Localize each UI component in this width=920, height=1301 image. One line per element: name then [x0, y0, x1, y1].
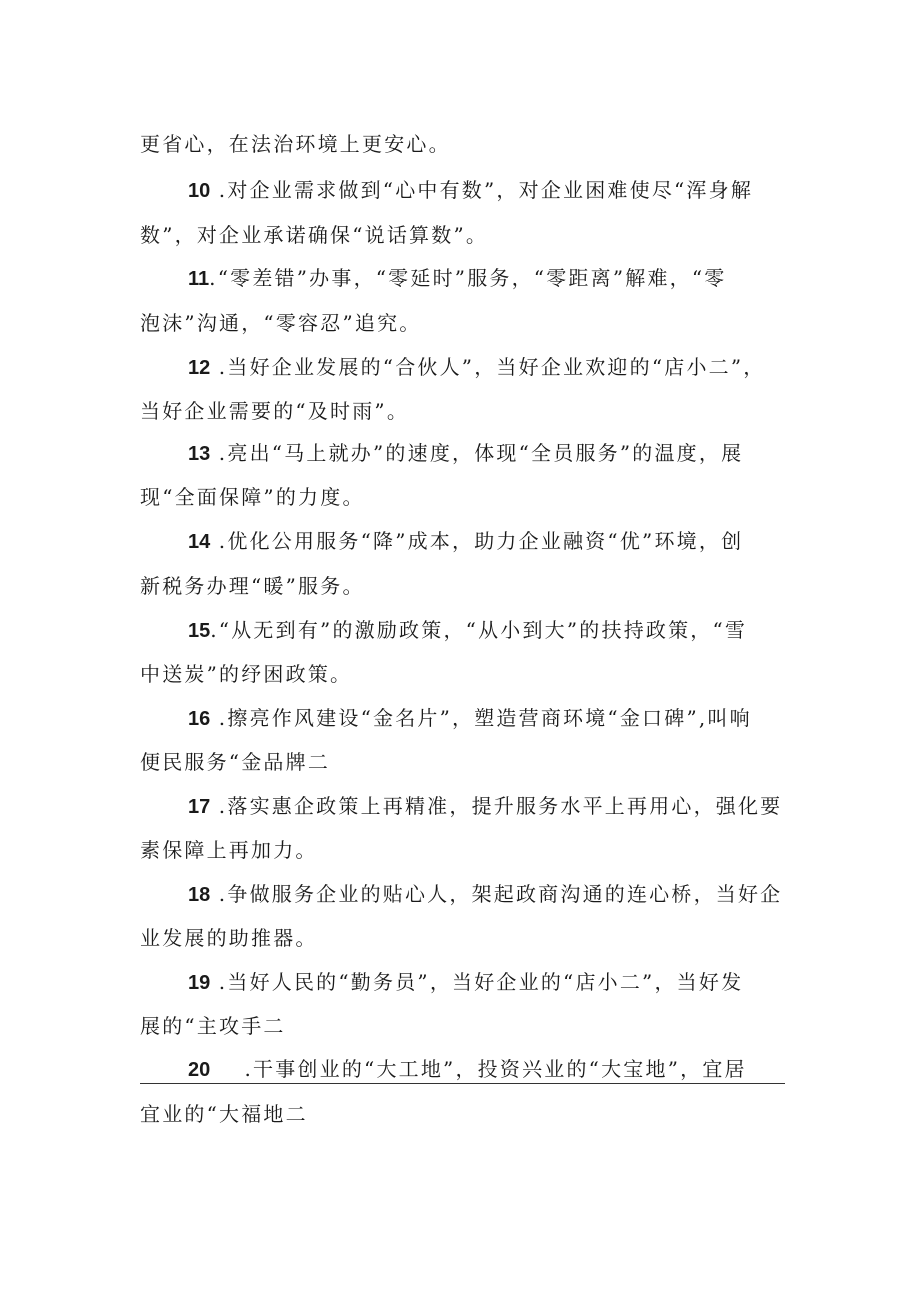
- item-11-line-1: 11.“零差错”办事，“零延时”服务，“零距离”解难，“零: [188, 266, 727, 290]
- item-19-line-1: 19 .当好人民的“勤务员”，当好企业的“店小二”，当好发: [188, 970, 744, 994]
- item-number: 13: [188, 443, 211, 465]
- item-11-line-2: 泡沫”沟通，“零容忍”追究。: [140, 311, 422, 335]
- paragraph-9-continuation: 更省心，在法治环境上更安心。: [140, 132, 451, 156]
- horizontal-rule: [140, 1083, 785, 1084]
- item-13-line-2: 现“全面保障”的力度。: [140, 485, 365, 509]
- item-number: 11: [188, 268, 210, 290]
- item-12-line-2: 当好企业需要的“及时雨”。: [140, 399, 410, 423]
- item-17-line-1: 17 .落实惠企政策上再精准，提升服务水平上再用心，强化要: [188, 794, 783, 818]
- item-10-line-1: 10 .对企业需求做到“心中有数”，对企业困难使尽“浑身解: [188, 178, 754, 202]
- item-16-line-1: 16 .擦亮作风建设“金名片”，塑造营商环境“金口碑”,叫响: [188, 706, 752, 730]
- item-13-line-1: 13 .亮出“马上就办”的速度，体现“全员服务”的温度，展: [188, 441, 744, 465]
- item-number: 18: [188, 884, 211, 906]
- item-number: 12: [188, 357, 211, 379]
- item-15-line-1: 15.“从无到有”的激励政策，“从小到大”的扶持政策，“雪: [188, 618, 748, 642]
- item-number: 14: [188, 531, 211, 553]
- item-20-line-2: 宜业的“大福地二: [140, 1102, 308, 1126]
- item-20-line-1: 20 .干事创业的“大工地”，投资兴业的“大宝地”，宜居: [188, 1057, 747, 1081]
- item-14-line-1: 14 .优化公用服务“降”成本，助力企业融资“优”环境，创: [188, 529, 744, 553]
- item-18-line-2: 业发展的助推器。: [140, 926, 318, 950]
- item-16-line-2: 便民服务“金品牌二: [140, 750, 331, 774]
- item-number: 20: [188, 1059, 211, 1081]
- item-number: 15: [188, 620, 211, 642]
- item-18-line-1: 18 .争做服务企业的贴心人，架起政商沟通的连心桥，当好企: [188, 882, 783, 906]
- item-number: 17: [188, 796, 211, 818]
- item-number: 19: [188, 972, 211, 994]
- item-14-line-2: 新税务办理“暖”服务。: [140, 574, 365, 598]
- item-15-line-2: 中送炭”的纾困政策。: [140, 662, 353, 686]
- item-10-line-2: 数”，对企业承诺确保“说话算数”。: [140, 223, 489, 247]
- item-number: 10: [188, 180, 211, 202]
- item-17-line-2: 素保障上再加力。: [140, 838, 318, 862]
- item-19-line-2: 展的“主攻手二: [140, 1014, 286, 1038]
- item-12-line-1: 12 .当好企业发展的“合伙人”，当好企业欢迎的“店小二”，: [188, 355, 766, 379]
- item-number: 16: [188, 708, 211, 730]
